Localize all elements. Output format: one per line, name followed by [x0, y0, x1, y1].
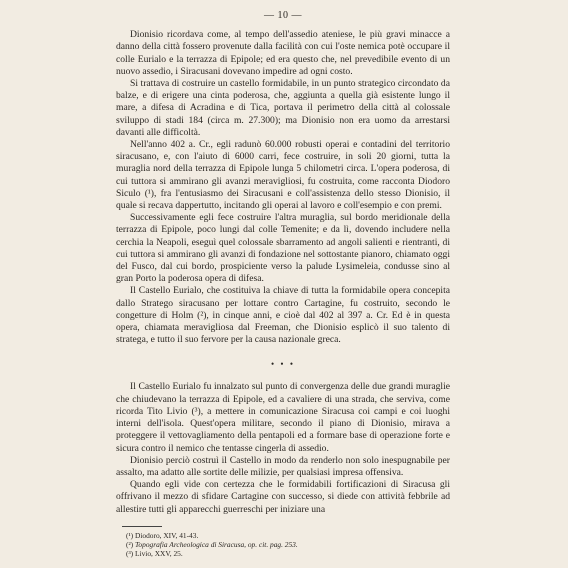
footnote-text: Topografia Archeologica di Siracusa, op. cit. pag. 253. — [135, 539, 298, 549]
paragraph: Quando egli vide con certezza che le formidabili fortificazioni di Siracusa gli offrivano il mezzo di sfidare Cartagine con successo, si diede con attività febbrile ad allestire tutti gli apparecchi guerreschi per iniziare una — [116, 479, 450, 515]
footnote-mark: (¹) — [126, 530, 134, 540]
paragraph: Successivamente egli fece costruire l'altra muraglia, sul bordo meridionale della terrazza di Epipole, poco lungi dal colle Temenite; e da lì, dovendo includere nella cerchia la Neapoli, eseguì quel colossale sbarramento ad angoli salienti e rientranti, di cui tuttora si ammirano gli avanzi di fondazione nel sottostante pianoro, chiamato oggi del Fusco, dal cui bordo, prospiciente verso la palude Lysimeleia, condusse sino al gran Porto la poderosa opera di difesa. — [116, 212, 450, 285]
footnote-text: Livio, XXV, 25. — [135, 548, 183, 558]
page-number: — 10 — — [264, 10, 302, 21]
paragraph: Dionisio perciò costruì il Castello in modo da renderlo non solo inespugnabile per assalto, ma adatto alle sortite delle milizie, per qualsiasi impresa offensiva. — [116, 454, 450, 478]
paragraph: Si trattava di costruire un castello formidabile, in un punto strategico circondato da balze, e di erigere una cinta poderosa, che, aggiunta a quella già esistente lungo il mare, a difesa di Acradina e di Tica, portava il perimetro della città al colossale sviluppo di stadi 184 (circa m. 27.300); ma Dionisio non era uomo da arrestarsi davanti alle difficoltà. — [116, 78, 450, 138]
section-separator: • • • — [271, 359, 295, 370]
paragraph: Il Castello Eurialo fu innalzato sul punto di convergenza delle due grandi muraglie che chiudevano la terrazza di Epipole, ed a cavaliere di una strada, che serviva, come ricorda Tito Livio (³), a mettere in comunicazione Siracusa coi campi e coi luoghi interni dell'isola. Quest'opera militare, secondo il piano di Dionisio, mirava a proteggere il vettovagliamento della pentapoli ed a formare base di operazione forte e sicura contro il nemico che tentasse cingerla di assedio. — [116, 381, 450, 454]
footnote — [126, 531, 450, 540]
footnote-text: Diodoro, XIV, 41-43. — [135, 530, 199, 540]
page-content — [116, 10, 450, 558]
footnote-mark: (³) — [126, 548, 134, 558]
footnote-mark: (²) — [126, 539, 134, 549]
footnote — [126, 549, 450, 558]
paragraph: Il Castello Eurialo, che costituiva la chiave di tutta la formidabile opera concepita dallo Stratego siracusano per lottare contro Cartagine, fu costruito, secondo le congetture di Holm (²), in cinque anni, e cioè dal 402 al 397 a. Cr. Ed è in questa opera, chiamata meravigliosa dal Freeman, che Dionisio esplicò il suo talento di stratega, e tutto il suo fervore per la causa nazionale greca. — [116, 285, 450, 346]
paragraph: Dionisio ricordava come, al tempo dell'assedio ateniese, le più gravi minacce a danno della città fossero provenute dalla facilità con cui l'oste nemica potè occupare il colle Eurialo e la terrazza di Epipole; ed era questo che, nel prevedibile evento di un nuovo assedio, i Siracusani dovevano impedire ad ogni costo. — [116, 29, 450, 77]
footnote — [126, 540, 450, 549]
footnote-divider — [122, 526, 162, 527]
paragraph: Nell'anno 402 a. Cr., egli radunò 60.000 robusti operai e contadini del territorio siracusano, e, con l'aiuto di 6000 carri, fece costruire, in soli 20 giorni, tutta la muraglia nord della terrazza di Epipole lunga 5 chilometri circa. L'opera poderosa, di cui tuttora si ammirano gli avanzi meravigliosi, fu costruita, come racconta Diodoro Siculo (¹), fra l'entusiasmo dei Siracusani e coll'assistenza dello stesso Dionisio, il quale si recava dappertutto, incitando gli operai al lavoro e coll'esempio e con premi. — [116, 139, 450, 212]
